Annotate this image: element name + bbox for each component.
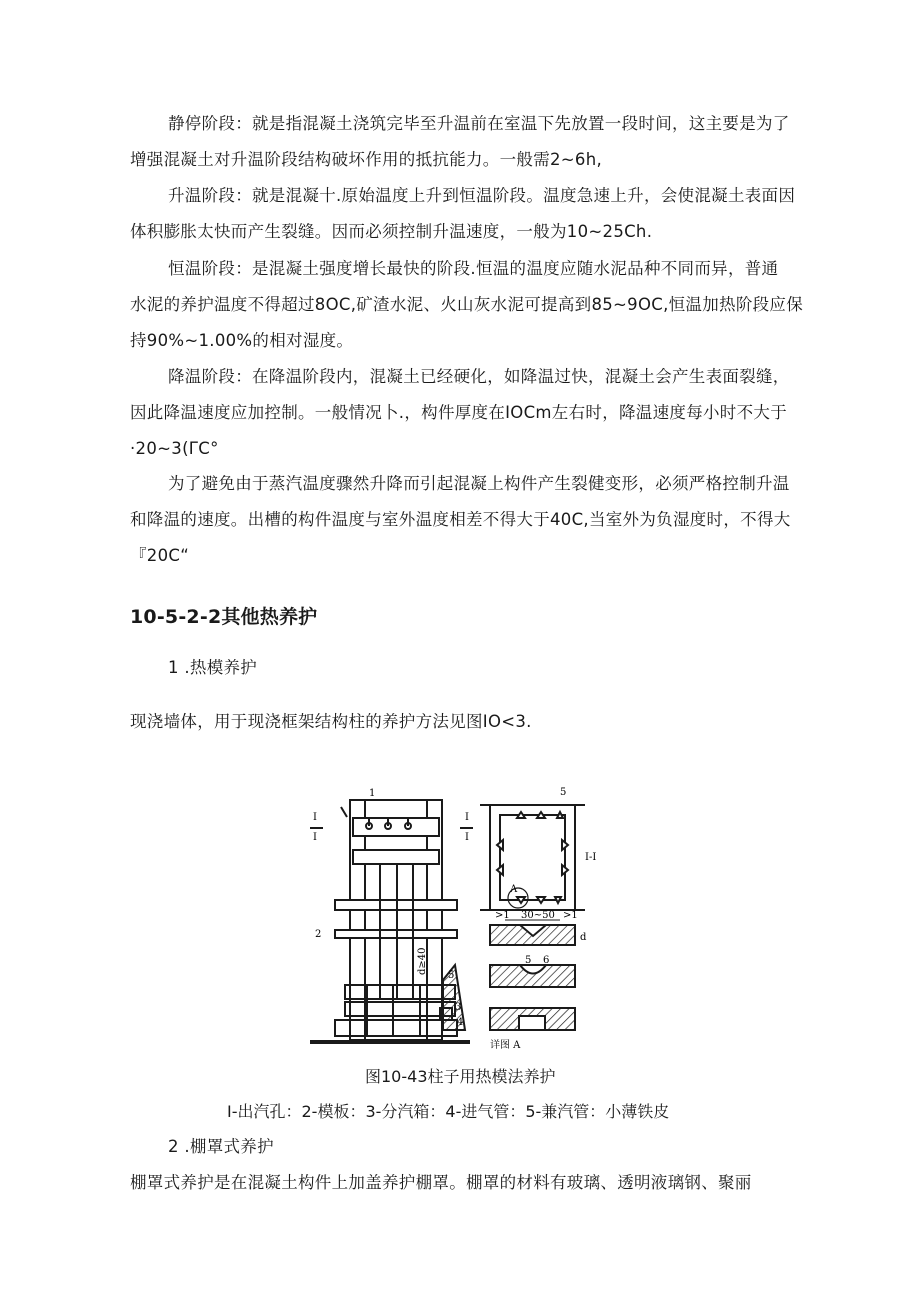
paragraph-heated-formwork <box>130 704 795 740</box>
dimension-label: >1 <box>563 910 578 921</box>
text-line: 『20C“ <box>130 546 190 565</box>
label-2: 2 <box>315 929 322 940</box>
section-mark: I <box>465 832 469 843</box>
label-d-right: d <box>580 932 587 943</box>
figure-column-heated-formwork <box>305 780 595 1069</box>
text-line: 升温阶段：就是混凝十.原始温度上升到恒温阶段。温度急速上升，会使混凝土表面因 <box>168 186 796 205</box>
label-5: 5 <box>448 970 455 981</box>
text-line: 为了避免由于蒸汽温度骤然升降而引起混凝上构件产生裂健变形，必须严格控制升温 <box>168 474 790 493</box>
detail-label: 详图 A <box>490 1040 521 1051</box>
section-mark: I <box>313 812 317 823</box>
paragraph-constant-temp-stage <box>130 251 804 359</box>
label-d-left: d≥40 <box>417 947 428 975</box>
dimension-label: >1 <box>495 910 510 921</box>
list-item-heated-formwork: 1 .热模养护 <box>168 658 258 677</box>
text-line: 持90%~1.00%的相对湿度。 <box>130 331 354 350</box>
figure-caption: 图10-43柱子用热模法养护 <box>365 1067 556 1086</box>
paragraph-static-stage <box>130 106 795 178</box>
label-6: 6 <box>543 955 550 966</box>
dimension-label: 30~50 <box>521 910 555 921</box>
text-line: 和降温的速度。出槽的构件温度与室外温度相差不得大于40C,当室外为负湿度时，不得大 <box>130 510 791 529</box>
section-heading: 10-5-2-2其他热养护 <box>130 606 318 628</box>
text-line: 棚罩式养护是在混凝土构件上加盖养护棚罩。棚罩的材料有玻璃、透明液璃钢、聚丽 <box>130 1173 752 1192</box>
list-item-canopy-curing: 2 .棚罩式养护 <box>168 1137 274 1156</box>
paragraph-canopy-curing <box>130 1165 795 1201</box>
text-line: 增强混凝土对升温阶段结构破坏作用的抵抗能力。一般需2~6h, <box>130 150 603 169</box>
text-line: ·20~3(ΓC° <box>130 439 219 458</box>
label-4: 4 <box>457 1017 464 1028</box>
label-5c: 5 <box>525 955 532 966</box>
text-line: 恒温阶段：是混凝土强度增长最快的阶段.恒温的温度应随水泥品种不同而异，普通 <box>168 259 779 278</box>
text-line: 静停阶段：就是指混凝土浇筑完毕至升温前在室温下先放置一段时间，这主要是为了 <box>168 114 790 133</box>
text-line: 现浇墙体，用于现浇框架结构柱的养护方法见图IO<3. <box>130 712 532 731</box>
label-1: 1 <box>369 788 376 799</box>
paragraph-heating-stage <box>130 178 795 250</box>
section-mark: I <box>313 832 317 843</box>
text-line: 因此降温速度应加控制。一般情况卜.，构件厚度在IOCm左右时，降温速度每小时不大于 <box>130 403 787 422</box>
detail-marker: A <box>510 884 518 895</box>
text-line: 降温阶段：在降温阶段内，混凝土已经硬化，如降温过快，混凝土会产生表面裂缝， <box>168 367 790 386</box>
label-5b: 5 <box>560 787 567 798</box>
paragraph-cooling-stage <box>130 359 795 467</box>
elevation-drawing <box>310 800 473 1042</box>
figure-drawing <box>305 780 595 1065</box>
figure-legend: I-出汽孔：2-模板：3-分汽箱：4-进气管：5-兼汽管：小薄铁皮 <box>227 1102 670 1121</box>
text-line: 水泥的养护温度不得超过8OC,矿渣水泥、火山灰水泥可提高到85~9OC,恒温加热阶段应保 <box>130 295 804 314</box>
section-label: I-I <box>585 852 597 863</box>
section-mark: I <box>465 812 469 823</box>
text-line: 体积膨胀太快而产生裂缝。因而必须控制升温速度，一般为10~25Ch. <box>130 222 653 241</box>
paragraph-rate-control <box>130 466 795 574</box>
label-3: 3 <box>455 1002 462 1013</box>
